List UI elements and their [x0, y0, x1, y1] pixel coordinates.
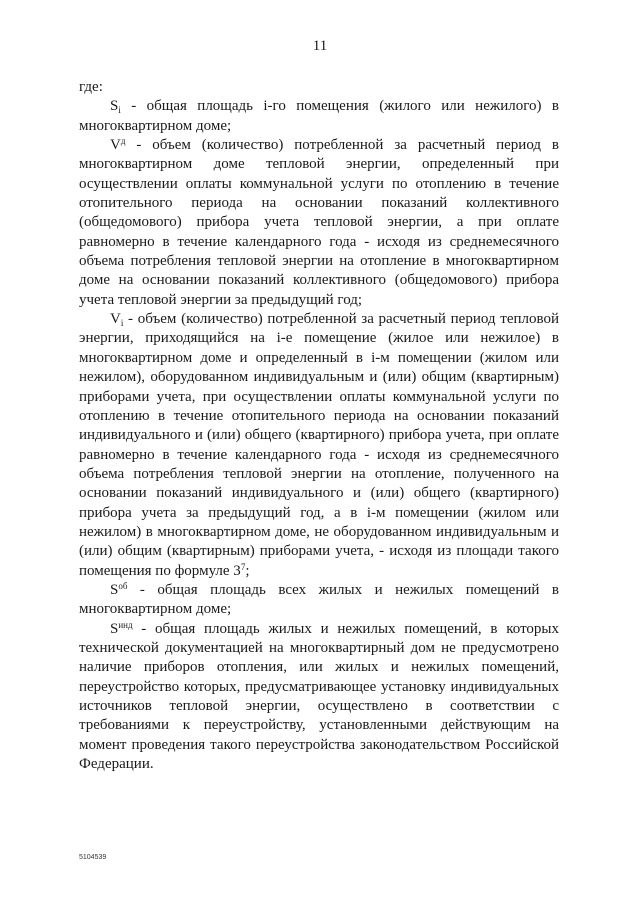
definition-text: - объем (количество) потребленной за расчетный период в многоквартирном доме тепловой энергии, определенный при осуществлении оплаты коммунальной услуги по отоплению в течение отопительного периода на основании показаний коллективного (общедомового) прибора учета тепловой энергии, а при оплате равномерно в течение календарного года - исходя из среднемесячного объема потребления тепловой энергии на отопление в многоквартирном доме на основании показаний коллективного (общедомового) прибора учета тепловой энергии за предыдущий год; — [79, 137, 559, 308]
symbol-subscript: i — [120, 318, 124, 329]
definition-text: - общая площадь жилых и нежилых помещений, в которых технической документацией на многоквартирный дом не предусмотрено наличие приборов отопления, или жилых и нежилых помещений, переустройство которых, предусматривающее установку индивидуальных источников тепловой энергии, осуществлено в соответствии с требованиями к переустройству, установленными действующим на момент проведения такого переустройства законодательством Российской Федерации. — [79, 620, 559, 773]
symbol-subscript: i — [118, 105, 121, 116]
symbol-superscript: об — [118, 580, 128, 591]
definition-text: - объем (количество) потребленной за расчетный период тепловой энергии, приходящийся на i-е помещение (жилое или нежилое) в многоквартирном доме и определенный в i-м помещении (жилом или нежилом), оборудованном индивидуальным и (или) общим (квартирным) приборами учета, при осуществлении оплаты коммунальной услуги по отоплению в течение отопительного периода на основании показаний индивидуального и (или) общего (квартирного) прибора учета, при оплате равномерно в течение календарного года - исходя из среднемесячного объема потребления тепловой энергии на отопление, полученного на основании показаний индивидуального и (или) общего (квартирного) прибора учета за предыдущий год, а в i-м помещении (жилом или нежилом) в многоквартирном доме, не оборудованном индивидуальным и (или) общим (квартирным) приборами учета, - исходя из площади такого помещения по формуле 3 — [79, 311, 559, 579]
definition-text: - общая площадь i-го помещения (жилого или нежилого) в многоквартирном доме; — [79, 98, 559, 134]
symbol: V — [110, 311, 121, 328]
symbol: S — [110, 98, 119, 115]
definition-v-d — [79, 136, 559, 310]
definition-v-i — [79, 310, 559, 581]
symbol: S — [110, 620, 119, 637]
definition-s-i — [79, 97, 559, 136]
footnote-reference: 7 — [240, 561, 246, 572]
definition-s-ob — [79, 581, 559, 620]
symbol: V — [110, 137, 121, 154]
page-number: 11 — [312, 38, 328, 54]
symbol-superscript: инд — [118, 619, 133, 630]
definition-text: - общая площадь всех жилых и нежилых помещений в многоквартирном доме; — [79, 581, 559, 618]
document-body — [79, 78, 559, 774]
document-code: 5104539 — [79, 854, 107, 861]
intro-text: где: — [79, 79, 103, 95]
definition-text-end: ; — [245, 562, 250, 579]
definition-s-ind — [79, 620, 559, 775]
symbol-superscript: д — [120, 136, 126, 147]
symbol: S — [110, 581, 119, 598]
